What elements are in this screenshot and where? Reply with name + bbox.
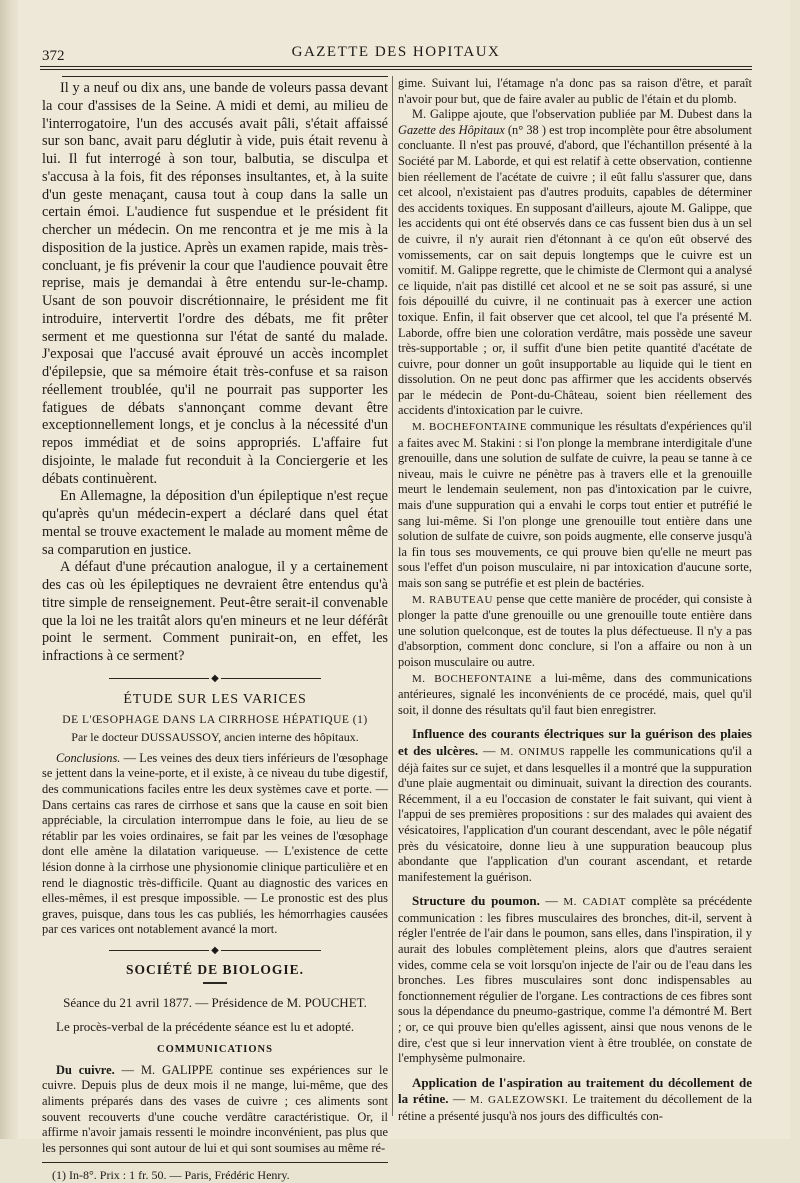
page-header <box>40 40 752 68</box>
courants-paragraph <box>398 726 752 885</box>
retine-dash: — <box>448 1092 470 1107</box>
courants-text: rappelle les communications qu'il a déjà faites sur ce sujet, et dans lesquelles il a montré que la suppuration d'une plaie augmentait ou diminuait, suivant la direction des courants. Récemment, il a eu l'occasion de constater le fait suivant, qui vient à l'appui de ses premières propositions : sur des malades qui avaient des vésicatoires, l'application d'un courant descendant, avec le pôle négatif près du vésicatoire, donne lieu à une suppuration beaucoup plus abondante que l'application d'un courant ascendant, et retarde manifestement la guérison. <box>398 743 752 884</box>
author-bochefontaine: M. BOCHEFONTAINE <box>412 421 527 434</box>
society-rule <box>203 982 227 984</box>
poumon-text: complète sa précédente communication : les fibres musculaires des bronches, dit-il, servent à régler l'entrée de l'air dans le poumon, sans elles, dans l'inspiration, il y aurait des lobules complètement pleins, alors que d'autres seraient vides, comme cela se voit lorsqu'on injecte de l'air ou de l'eau dans les bronches. Les fibres musculaires sont donc indispensables au fonctionnement régulier de l'organe. Les contractions de ces fibres sont sous la dépendance du pneumo-gastrique, comme l'a démontré M. Bert ; or, ce qui prouve bien qu'elles agissent, ainsi que nous venons de le dire, c'est que si leur innervation vient à être troublée, on constate de l'emphysème pulmonaire. <box>398 894 752 1066</box>
retine-text: Le traitement du décollement de la rétine a présenté jusqu'à nos jours des difficultés con- <box>398 1092 752 1123</box>
left-column <box>42 76 388 1183</box>
column-divider <box>392 76 393 1116</box>
retine-paragraph <box>398 1075 752 1125</box>
poumon-heading: Structure du poumon. <box>412 893 540 909</box>
bochefontaine-reply-paragraph <box>398 671 752 719</box>
galippe-text-b: (n° 38 ) est trop incomplète pour être absolument concluante. Il n'est pas prouvé, d'abord, que l'échantillon présenté à la Société par M. Laborde, et qui est relatif à cette observation, contienne bien réellement de l'acétate de cuivre ; il eût fallu s'assurer que, dans cet alcool, n'existaient pas d'autres produits, capables de déterminer des accidents toxiques. En supposant d'ailleurs, ajoute M. Galippe, que les accidents qui ont été observés dans ce cas fussent bien dus à un sel de cuivre, il n'y aurait rien d'étonnant à ce qu'on eût observé des vomissements, car on sait depuis longtemps que le cuivre est un vomitif. M. Galippe regrette, que le chimiste de Clermont qui a analysé ce liquide, n'ait pas distillé cet alcool et ne se soit pas assuré, si une fois dépouillé du cuivre, il ne continuait pas à exercer une action toxique. Enfin, il fait observer que cet alcool, tel que l'a présenté M. Laborde, offre bien une coloration verdâtre, mais possède une saveur très-supportable ; or, il suffit d'une bien petite quantité d'acétate de cuivre, pour donner un goût insupportable au liquide qui le tient en dissolution. On ne peut donc pas affirmer que les accidents observés par le médecin de Pont-du-Château, soient bien réellement des accidents d'intoxication par le cuivre. <box>398 122 752 418</box>
retine-heading: Application de l'aspiration au traitement du décollement de la rétine. <box>398 1074 752 1107</box>
cuivre-label: Du cuivre. <box>56 1062 115 1077</box>
varices-byline: Par le docteur DUSSAUSSOY, ancien interne des hôpitaux. <box>71 729 359 744</box>
bochefontaine-text: communique les résultats d'expériences qu'il a faites avec M. Stakini : si l'on plonge la membrane interdigitale d'une grenouille, dans une solution de sulfate de cuivre, la peau se tanne à ce niveau, mais le cuivre ne pénètre pas à travers elle et la grenouille meurt le lendemain seulement, non pas d'intoxication par le cuivre, mais d'une suppuration qui a envahi le corps tout entier et putréfié le sang lui-même. Si l'on plonge une grenouille tout entière dans une solution de sulfate de cuivre, son poids augmente, elle conserve jusqu'à la fin tous ses mouvements, ce qui prouve bien qu'elle ne meurt pas sous l'effet d'un poison musculaire, ni par intoxication d'aucune sorte, mais son sang se putréfie et est plein de bactéries. <box>398 419 752 590</box>
bochefontaine-reply-text: a lui-même, dans des communications antérieures, signalé les inconvénients de ce procédé, mais, quel qu'il soit, il donne des résultats qu'il faut bien enregistrer. <box>398 670 752 717</box>
page-number: 372 <box>42 48 65 64</box>
section-separator: ◆ <box>42 674 388 684</box>
cuivre-text: — M. GALIPPE continue ses expériences sur le cuivre. Depuis plus de deux mois il ne mange, lui-même, que des aliments préparés dans des vases de cuivre ; ces aliments sont souvent recouverts d'une couche verdâtre caractéristique. Or, il affirme n'avoir jamais ressenti le moindre inconvénient, pas plus que les personnes qui sont autour de lui et qui sont soumises au même ré- <box>42 1062 388 1155</box>
varices-title: ÉTUDE SUR LES VARICES <box>123 691 307 707</box>
right-column <box>398 76 752 1126</box>
bochefontaine-paragraph <box>398 419 752 592</box>
rabuteau-text: pense que cette manière de procéder, qui consiste à plonger la patte d'une grenouille ou une grenouille toute entière dans une solution quelconque, est de toutes la plus défectueuse. Il n'y a pas d'absorption, comment donc conclure, si l'on a affaire ou non à un poison musculaire ou autre. <box>398 591 753 669</box>
author-bochefontaine-2: M. BOCHEFONTAINE <box>412 672 533 685</box>
epilepsy-paragraph-1: Il y a neuf ou dix ans, une bande de voleurs passa devant la cour d'assises de la Seine. A midi et demi, au milieu de l'interrogatoire, l'un des accusés avait pâli, s'était affaissé sur son banc, avait paru déglutir à vide, puis était revenu à lui. Il fut interrogé à son tour, balbutia, se disculpa et s'accusa à la fois, fit des réponses insultantes, et, à la suite d'un geste menaçant, causa tout à coup dans la salle un certain émoi. L'audience fut suspendue et le président fit chercher un médecin. On me rencontra et je me mis à la disposition de la justice. Après un examen rapide, mais très-concluant, je fis prévenir la cour que l'audience pouvait être reprise, mais je demandai à être entendu sur-le-champ. Usant de son pouvoir discrétionnaire, le président me fit introduire, intervertit l'ordre des débats, me fit prêter serment et me questionna sur l'état de santé du malade. J'exposai que l'accusé avait éprouvé un accès incomplet d'épilepsie, que sa mémoire était très-confuse et sa raison réellement troublée, qu'il ne pourrait pas supporter les fatigues de débats s'annonçant comme devant être exceptionnellement longs, et je conclus à la nécessité d'un repos immédiat et de soins appropriés. L'affaire fut disjointe, le malade fut reconduit à la Conciergerie et les débats continuèrent. <box>42 80 388 487</box>
footnote-rule <box>42 1162 388 1163</box>
author-cadiat: M. CADIAT <box>563 896 626 909</box>
poumon-paragraph <box>398 893 752 1067</box>
conclusions-paragraph <box>42 751 388 938</box>
journal-title: Gazette des Hôpitaux <box>398 122 505 137</box>
communications-heading: COMMUNICATIONS <box>157 1043 273 1055</box>
epilepsy-paragraph-3: A défaut d'une précaution analogue, il y a certainement des cas où les épileptiques ne devraient être entendus qu'à titre simple de renseignement. Peut-être serait-il convenable que la loi ne les traitât alors qu'en mineurs et ne leur déférât point le serment. Comment punirait-on, en effet, les infractions à ce serment? <box>42 559 388 664</box>
author-galezowski: M. GALEZOWSKI. <box>469 1094 569 1107</box>
section-separator-2: ◆ <box>42 946 388 956</box>
header-rule <box>40 66 752 70</box>
footnote: (1) In-8°. Prix : 1 fr. 50. — Paris, Frédéric Henry. <box>52 1168 290 1183</box>
epilepsy-paragraph-2: En Allemagne, la déposition d'un épileptique n'est reçue qu'après qu'un médecin-expert a déclaré dans quel état mental se trouve exactement le malade au moment même de sa comparution en justice. <box>42 488 388 558</box>
galippe-paragraph <box>398 107 752 419</box>
varices-subtitle: DE L'ŒSOPHAGE DANS LA CIRRHOSE HÉPATIQUE (1) <box>62 713 368 726</box>
cuivre-paragraph <box>42 1063 388 1157</box>
courants-dash: — <box>478 743 501 758</box>
author-onimus: M. ONIMUS <box>500 745 566 758</box>
rabuteau-paragraph <box>398 592 752 671</box>
poumon-dash: — <box>539 894 564 909</box>
cuivre-continued: gime. Suivant lui, l'étamage n'a donc pas sa raison d'être, et paraît n'avoir pour but, que de faire avaler au public de l'étain et du plomb. <box>398 76 752 106</box>
page-binding-edge <box>0 0 18 1139</box>
conclusions-text: — Les veines des deux tiers inférieurs de l'œsophage se jettent dans la veine-porte, et il existe, à ce niveau du tube digestif, des communications faciles entre les deux systèmes cave et porte. — Dans certains cas rares de cirrhose et sans que la cause en soit bien appréciable, la circulation interrompue dans le foie, au lieu de se rétablir par les voies ordinaires, se fait par les veines de l'œsophage dont elle amène la dilatation variqueuse. — L'existence de cette lésion donne à la cirrhose une physionomie clinique particulière et en rend le diagnostic très-difficile. Quant au diagnostic des varices en elles-mêmes, il est presque impossible. — Le pronostic est des plus graves, puisque, dans tous les cas publiés, les hémorrhagies causées par ces varices ont notablement avancé la mort. <box>42 750 388 937</box>
courants-heading: Influence des courants électriques sur la guérison des plaies et des ulcères. <box>398 726 752 758</box>
conclusions-label: Conclusions. <box>56 750 121 765</box>
running-title: GAZETTE DES HOPITAUX <box>291 44 501 60</box>
author-rabuteau: M. RABUTEAU <box>412 593 493 606</box>
society-title: SOCIÉTÉ DE BIOLOGIE. <box>126 961 304 977</box>
session-line: Séance du 21 avril 1877. — Présidence de M. POUCHET. <box>63 994 367 1010</box>
minutes-line: Le procès-verbal de la précédente séance est lu et adopté. <box>56 1018 355 1034</box>
galippe-text-a: M. Galippe ajoute, que l'observation publiée par M. Dubest dans la <box>412 107 752 122</box>
